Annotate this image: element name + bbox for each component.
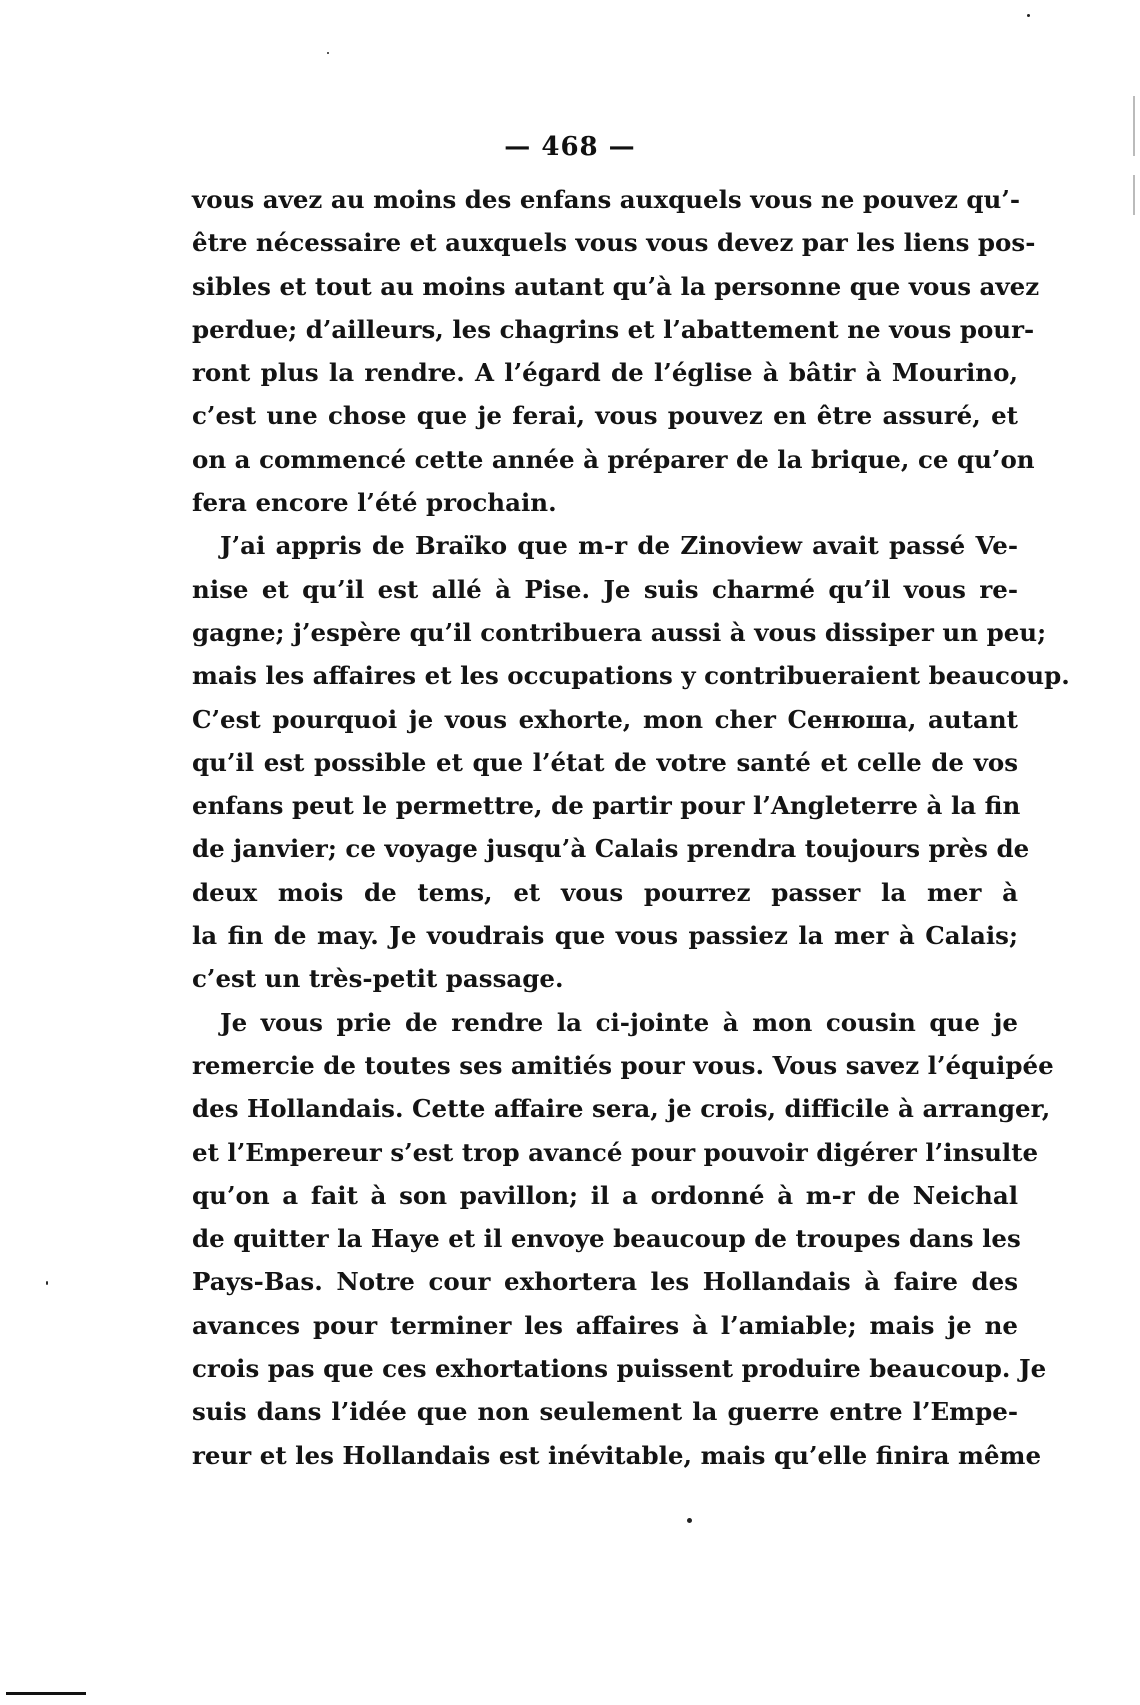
text-line: c’est une chose que je ferai, vous pouvez en être assuré, et	[192, 401, 1018, 431]
text-line: et l’Empereur s’est trop avancé pour pouvoir digérer l’insulte	[192, 1137, 1039, 1167]
scan-speck	[1027, 14, 1030, 17]
scan-speck	[687, 1518, 692, 1523]
text-line: on a commencé cette année à préparer de la brique, ce qu’on	[192, 444, 1035, 474]
text-line: C’est pourquoi je vous exhorte, mon cher Сенюша, autant	[192, 704, 1018, 734]
page-edge-shadow	[1133, 96, 1135, 156]
text-line: des Hollandais. Cette affaire sera, je crois, difficile à arranger,	[192, 1094, 1051, 1124]
text-line: reur et les Hollandais est inévitable, mais qu’elle finira même	[192, 1440, 1042, 1470]
text-line: avances pour terminer les affaires à l’amiable; mais je ne	[192, 1310, 1018, 1340]
scan-edge-mark	[6, 1692, 86, 1695]
text-line: crois pas que ces exhortations puissent produire beaucoup. Je	[192, 1354, 1047, 1384]
text-line: c’est un très-petit passage.	[192, 964, 564, 994]
text-line: deux mois de tems, et vous pourrez passer la mer à	[192, 877, 1018, 907]
page-edge-shadow	[1133, 175, 1135, 215]
text-line: Pays-Bas. Notre cour exhortera les Hollandais à faire des	[192, 1267, 1018, 1297]
text-line: nise et qu’il est allé à Pise. Je suis charmé qu’il vous re-	[192, 574, 1018, 604]
text-line: de janvier; ce voyage jusqu’à Calais prendra toujours près de	[192, 834, 1030, 864]
text-line: la fin de may. Je voudrais que vous passiez la mer à Calais;	[192, 921, 1018, 951]
text-line: fera encore l’été prochain.	[192, 488, 557, 518]
text-line: remercie de toutes ses amitiés pour vous. Vous savez l’équipée	[192, 1050, 1054, 1080]
text-line: gagne; j’espère qu’il contribuera aussi à vous dissiper un peu;	[192, 617, 1047, 647]
scan-speck	[327, 52, 329, 54]
text-line: vous avez au moins des enfans auxquels vous ne pouvez qu’-	[192, 185, 1021, 214]
text-line: Je vous prie de rendre la ci-jointe à mon cousin que je	[220, 1007, 1018, 1037]
text-line: enfans peut le permettre, de partir pour l’Angleterre à la fin	[192, 791, 1021, 821]
scan-speck	[46, 1281, 48, 1285]
text-line: qu’il est possible et que l’état de votre santé et celle de vos	[192, 747, 1018, 777]
text-line: sibles et tout au moins autant qu’à la personne que vous avez	[192, 271, 1040, 301]
page-number: — 468 —	[504, 132, 636, 162]
text-line: mais les affaires et les occupations y contribueraient beaucoup.	[192, 661, 1070, 691]
text-line: suis dans l’idée que non seulement la guerre entre l’Empe-	[192, 1397, 1018, 1427]
text-line: qu’on a fait à son pavillon; il a ordonné à m-r de Neichal	[192, 1180, 1018, 1210]
text-line: J’ai appris de Braïko que m-r de Zinoview avait passé Ve-	[220, 531, 1018, 561]
text-line: ront plus la rendre. A l’égard de l’église à bâtir à Mourino,	[192, 358, 1018, 388]
text-line: être nécessaire et auxquels vous vous devez par les liens pos-	[192, 228, 1036, 258]
text-line: de quitter la Haye et il envoye beaucoup de troupes dans les	[192, 1224, 1021, 1254]
text-line: perdue; d’ailleurs, les chagrins et l’abattement ne vous pour-	[192, 314, 1035, 344]
body-text	[192, 178, 1070, 1477]
